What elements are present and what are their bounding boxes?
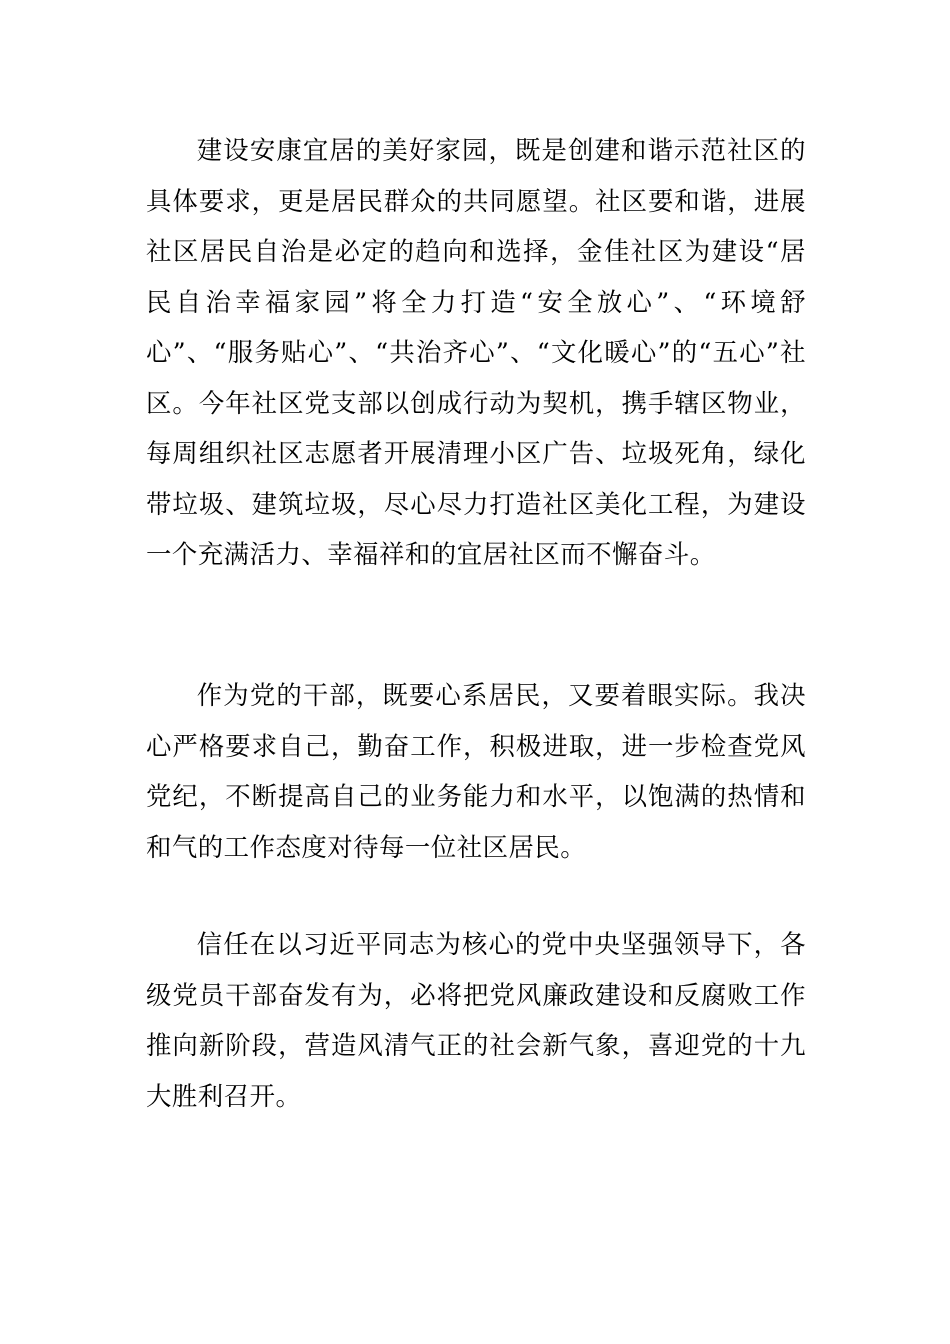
- body-paragraph-3: 信任在以习近平同志为核心的党中央坚强领导下，各级党员干部奋发有为，必将把党风廉政建设和反腐败工作推向新阶段，营造风清气正的社会新气象，喜迎党的十九大胜利召开。: [146, 929, 806, 1111]
- body-paragraph-2: 作为党的干部，既要心系居民，又要着眼实际。我决心严格要求自己，勤奋工作，积极进取，进一步检查党风党纪，不断提高自己的业务能力和水平，以饱满的热情和和气的工作态度对待每一位社区居民。: [146, 680, 806, 862]
- body-paragraph-1: 建设安康宜居的美好家园，既是创建和谐示范社区的具体要求，更是居民群众的共同愿望。社区要和谐，进展社区居民自治是必定的趋向和选择，金佳社区为建设“居民自治幸福家园”将全力打造“安全放心”、“环境舒心”、“服务贴心”、“共治齐心”、“文化暖心”的“五心”社区。今年社区党支部以创成行动为契机，携手辖区物业，每周组织社区志愿者开展清理小区广告、垃圾死角，绿化带垃圾、建筑垃圾，尽心尽力打造社区美化工程，为建设一个充满活力、幸福祥和的宜居社区而不懈奋斗。: [146, 135, 807, 569]
